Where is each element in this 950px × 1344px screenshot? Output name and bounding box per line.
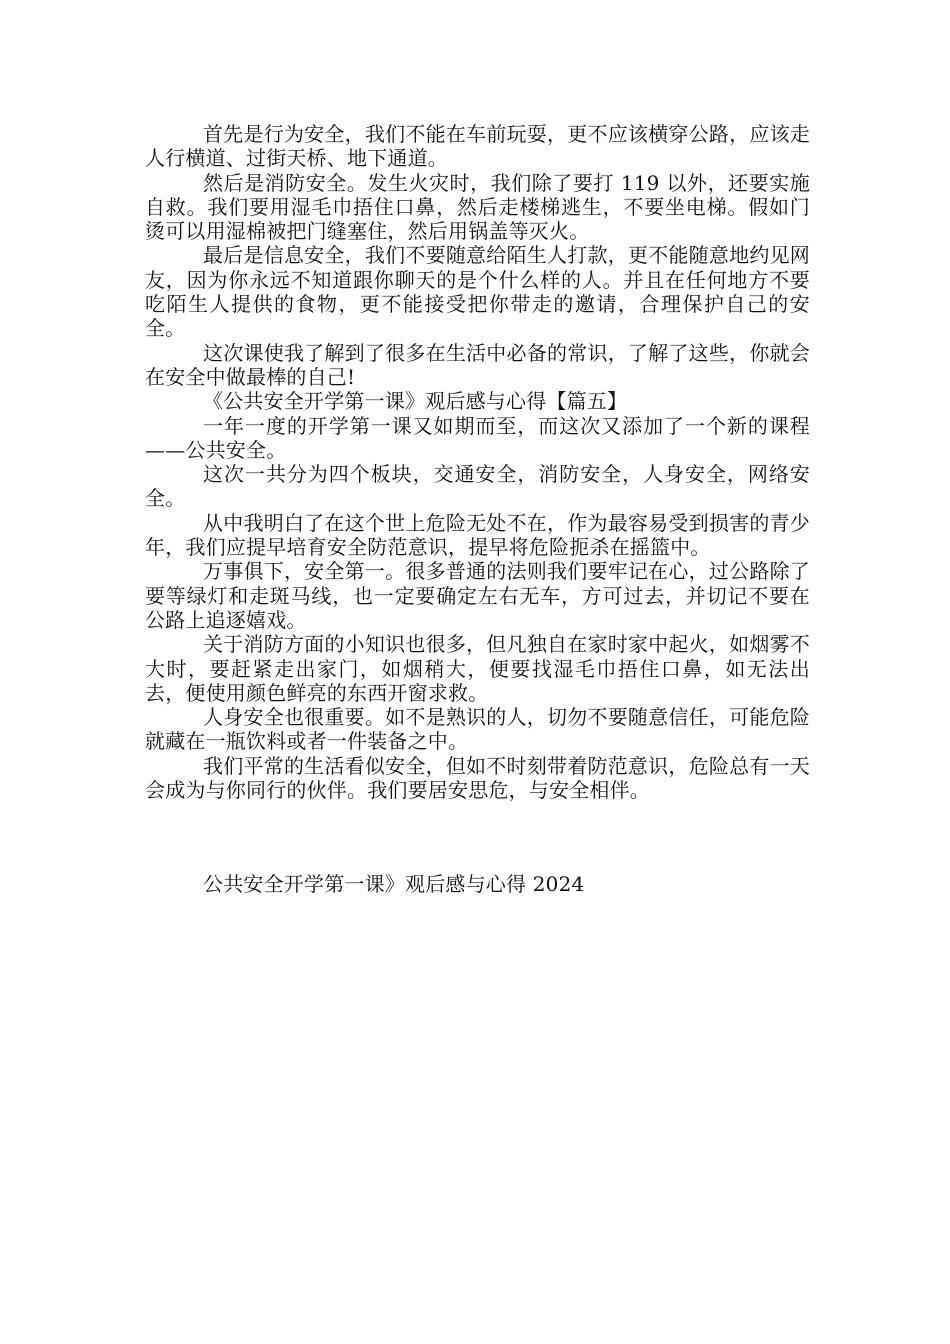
paragraph: 从中我明白了在这个世上危险无处不在，作为最容易受到损害的青少年，我们应提早培育安全防范意识，提早将危险扼杀在摇篮中。	[145, 510, 810, 560]
paragraph: 一年一度的开学第一课又如期而至，而这次又添加了一个新的课程——公共安全。	[145, 413, 810, 462]
paragraph: 万事俱下，安全第一。很多普通的法则我们要牢记在心，过公路除了要等绿灯和走斑马线，也一定要确定左右无车，方可过去，并切记不要在公路上追逐嬉戏。	[145, 559, 810, 632]
section-heading: 《公共安全开学第一课》观后感与心得【篇五】	[203, 389, 628, 414]
document-body	[145, 122, 810, 802]
document-footer: 公共安全开学第一课》观后感与心得 2024	[203, 872, 585, 896]
paragraph: 人身安全也很重要。如不是熟识的人，切勿不要随意信任，可能危险就藏在一瓶饮料或者一件装备之中。	[145, 705, 810, 754]
paragraph: 最后是信息安全，我们不要随意给陌生人打款，更不能随意地约见网友，因为你永远不知道跟你聊天的是个什么样的人。并且在任何地方不要吃陌生人提供的食物，更不能接受把你带走的邀请，合理保护自己的安全。	[145, 243, 810, 341]
paragraph: 这次课使我了解到了很多在生活中必备的常识，了解了这些，你就会在安全中做最棒的自己!	[145, 340, 810, 389]
paragraph: 关于消防方面的小知识也很多，但凡独自在家时家中起火，如烟雾不大时，要赶紧走出家门，如烟稍大，便要找湿毛巾捂住口鼻，如无法出去，便使用颜色鲜亮的东西开窗求救。	[145, 632, 810, 705]
paragraph: 我们平常的生活看似安全，但如不时刻带着防范意识，危险总有一天会成为与你同行的伙伴。我们要居安思危，与安全相伴。	[145, 753, 810, 803]
paragraph: 然后是消防安全。发生火灾时，我们除了要打 119 以外，还要实施自救。我们要用湿毛巾捂住口鼻，然后走楼梯逃生，不要坐电梯。假如门烫可以用湿棉被把门缝塞住，然后用锅盖等灭火。	[145, 170, 810, 244]
paragraph: 首先是行为安全，我们不能在车前玩耍，更不应该横穿公路，应该走人行横道、过街天桥、地下通道。	[145, 122, 810, 171]
paragraph: 这次一共分为四个板块，交通安全，消防安全，人身安全，网络安全。	[145, 462, 810, 511]
